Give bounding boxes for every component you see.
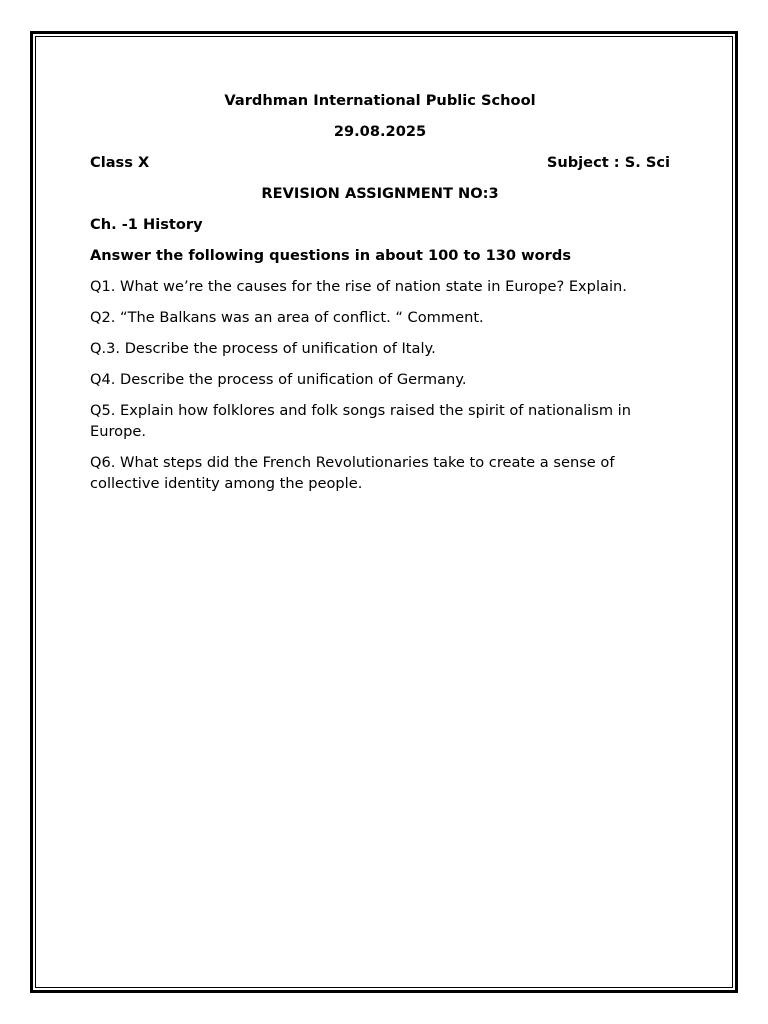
question-2: Q2. “The Balkans was an area of conflict. “ Comment.: [90, 309, 484, 326]
document-body: [90, 90, 670, 494]
subject-label: Subject : S. Sci: [546, 154, 670, 171]
question-4: Q4. Describe the process of unification of Germany.: [90, 371, 467, 388]
school-name: Vardhman International Public School: [224, 92, 536, 109]
question-5: Q5. Explain how folklores and folk songs raised the spirit of nationalism in Europe.: [90, 402, 631, 440]
assignment-date: 29.08.2025: [333, 123, 427, 140]
assignment-title: REVISION ASSIGNMENT NO:3: [261, 185, 499, 202]
class-subject-row: [90, 152, 670, 173]
chapter-heading: Ch. -1 History: [90, 216, 203, 233]
class-label: Class X: [90, 154, 150, 171]
question-6: Q6. What steps did the French Revolutionaries take to create a sense of collective identity among the people.: [90, 454, 615, 492]
question-3: Q.3. Describe the process of unification of Italy.: [90, 340, 436, 357]
question-1: Q1. What we’re the causes for the rise of nation state in Europe? Explain.: [90, 278, 627, 295]
instruction-text: Answer the following questions in about 100 to 130 words: [90, 247, 572, 264]
